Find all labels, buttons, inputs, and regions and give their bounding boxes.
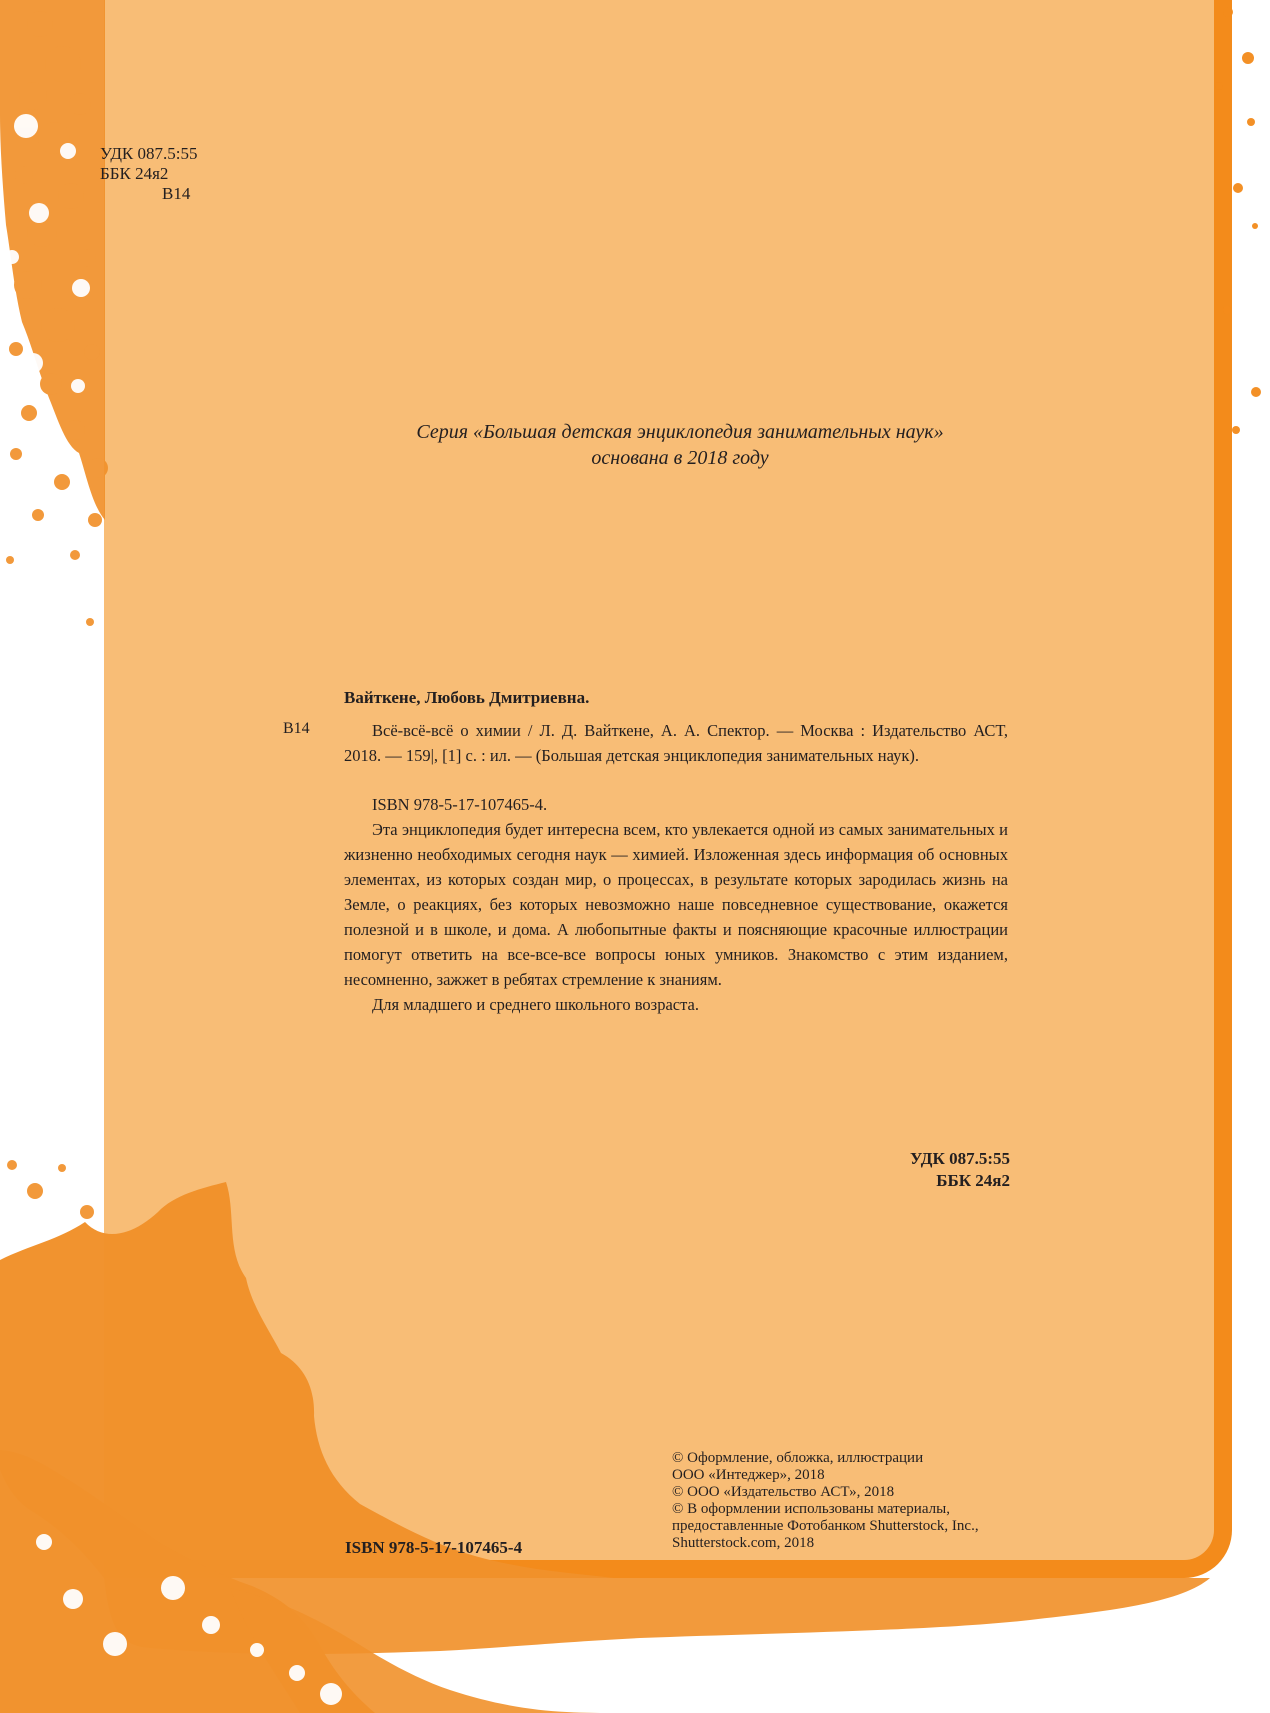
left-library-code: В14 [283, 720, 310, 737]
copyright-line-3: © ООО «Издательство АСТ», 2018 [672, 1484, 895, 1500]
copyright-line-1: © Оформление, обложка, иллюстрации [672, 1450, 924, 1466]
copyright-line-4: © В оформлении использованы материалы, [672, 1501, 950, 1517]
isbn-entry: ISBN 978-5-17-107465-4. [372, 795, 548, 814]
bottom-isbn: ISBN 978-5-17-107465-4 [345, 1538, 523, 1557]
copyright-line-5: предоставленные Фотобанком Shutterstock, Inc., [672, 1518, 979, 1534]
top-code: В14 [162, 184, 191, 203]
top-bbk: ББК 24я2 [100, 164, 169, 183]
top-udk: УДК 087.5:55 [100, 144, 198, 163]
series-line-2: основана в 2018 году [591, 447, 769, 469]
series-note [350, 419, 1010, 471]
annotation-paragraph: Эта энциклопедия будет интересна всем, кто увлекается одной из самых занимательных и жизненно необходимых сегодня наук — химией. Изложенная здесь информация об основных элементах, из которых создан мир, о процессах, в результате которых зародилась жизнь на Земле, о реакциях, без которых невозможно наше повседневное существование, окажется полезной и в школе, и дома. А любопытные факты и поясняющие красочные иллюстрации помогут ответить на все-все-все вопросы юных умников. Знакомство с этим изданием, несомненно, зажжет в ребятах стремление к знаниям. [344, 820, 1008, 989]
top-udk-block [100, 144, 197, 204]
bibliographic-description [344, 718, 1008, 1017]
bottom-bbk: ББК 24я2 [936, 1171, 1010, 1190]
series-line-1: Серия «Большая детская энциклопедия занимательных наук» [416, 421, 944, 443]
copyright-line-6: Shutterstock.com, 2018 [672, 1535, 815, 1551]
book-title-entry: Всё-всё-всё о химии / Л. Д. Вайткене, А. А. Спектор. — Москва : Издательство АСТ, 2018. — 159|, [1] с. : ил. — (Большая детская энциклопедия занимательных наук). [344, 721, 1008, 765]
bottom-udk: УДК 087.5:55 [910, 1149, 1010, 1168]
author-heading: Вайткене, Любовь Дмитриевна. [344, 688, 590, 707]
copyright-block [672, 1450, 979, 1552]
bottom-udk-block [760, 1148, 1010, 1192]
copyright-line-2: ООО «Интеджер», 2018 [672, 1467, 825, 1483]
age-recommendation: Для младшего и среднего школьного возраста. [372, 995, 699, 1014]
